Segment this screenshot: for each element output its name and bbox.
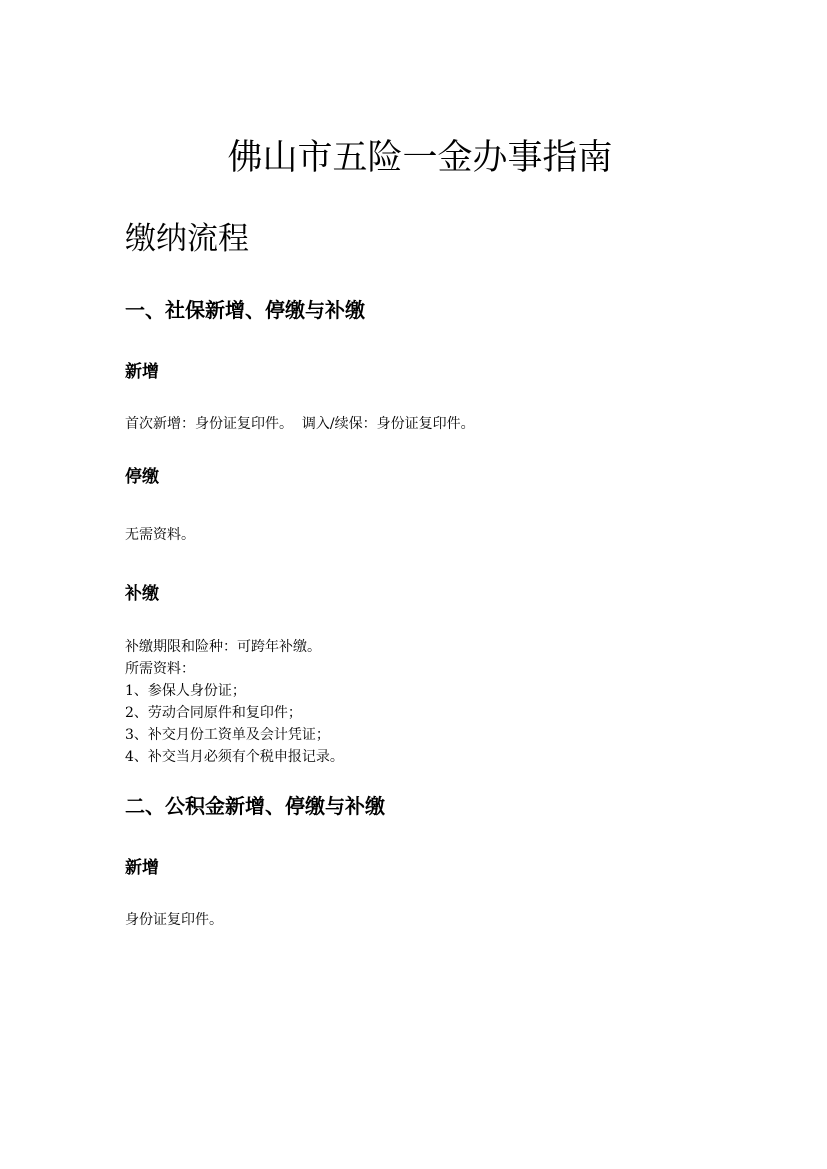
supplement-line: 3、补交月份工资单及会计凭证； [125, 727, 330, 743]
document-title: 佛山市五险一金办事指南 [227, 138, 613, 178]
social-add-text: 首次新增：身份证复印件。 调入/续保：身份证复印件。 [125, 416, 475, 432]
housing-fund-section-title: 二、公积金新增、停缴与补缴 [125, 794, 385, 818]
fund-add-text: 身份证复印件。 [125, 912, 223, 928]
social-add-subtitle: 新增 [125, 362, 159, 382]
section-heading-payment-process: 缴纳流程 [125, 221, 249, 257]
social-insurance-section-title: 一、社保新增、停缴与补缴 [125, 298, 365, 322]
social-stop-subtitle: 停缴 [125, 467, 159, 487]
fund-add-subtitle: 新增 [125, 858, 159, 878]
supplement-line: 4、补交当月必须有个税申报记录。 [125, 749, 344, 765]
supplement-line: 补缴期限和险种：可跨年补缴。 [125, 639, 321, 655]
social-stop-text: 无需资料。 [125, 527, 195, 543]
social-supplement-list [125, 636, 344, 768]
supplement-line: 1、参保人身份证； [125, 683, 246, 699]
social-supplement-subtitle: 补缴 [125, 584, 159, 604]
supplement-line: 所需资料： [125, 661, 195, 677]
supplement-line: 2、劳动合同原件和复印件； [125, 705, 302, 721]
